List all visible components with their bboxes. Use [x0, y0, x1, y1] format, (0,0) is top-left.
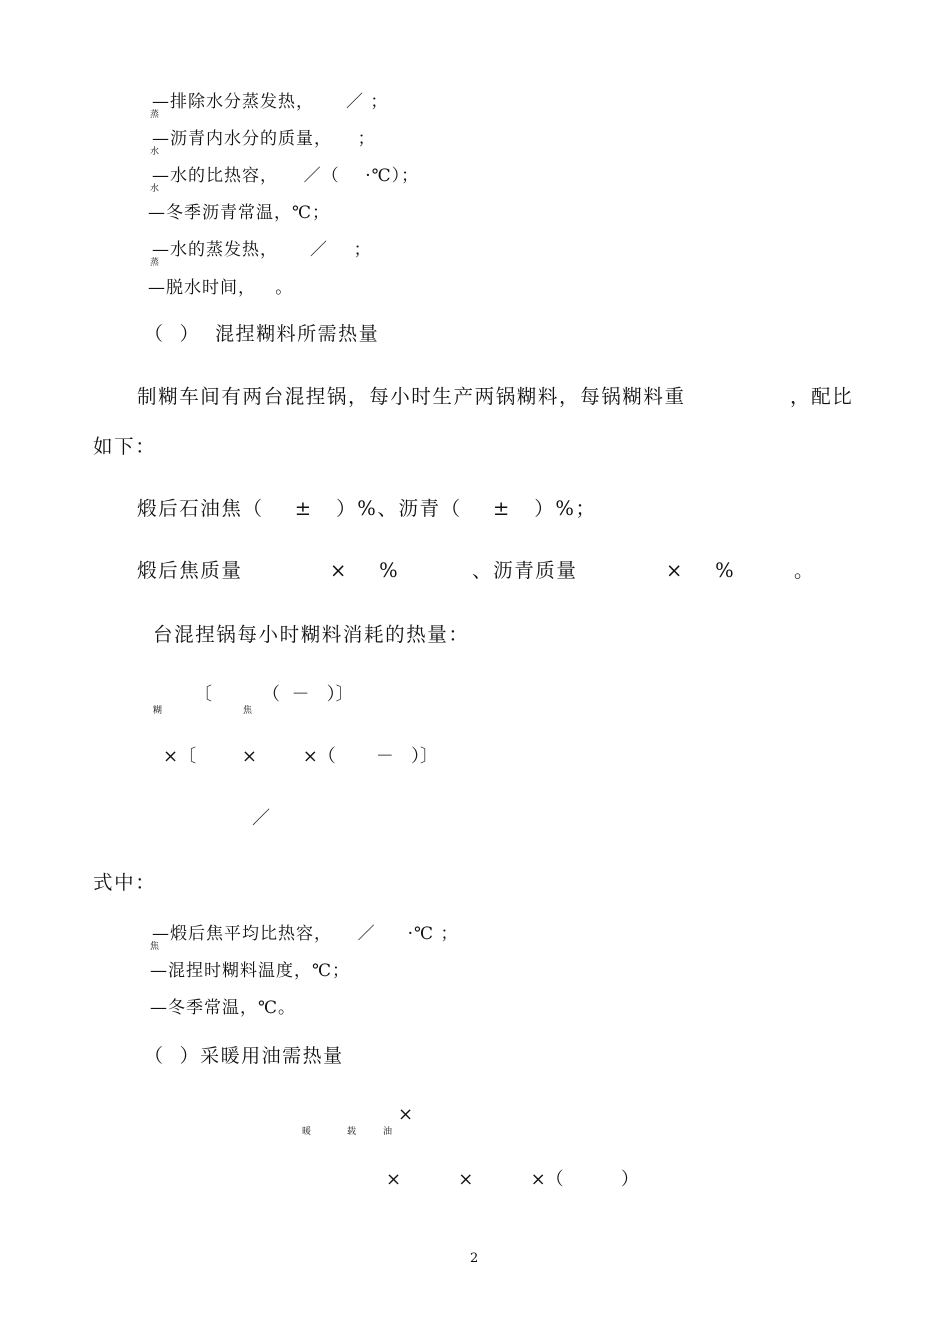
coke-mass-formula: × % — [330, 559, 400, 582]
subscript-zheng-2: 蒸 — [150, 258, 160, 268]
section-heading-heating-oil: （ ）采暖用油需热量 — [144, 1045, 344, 1067]
subscript-shui: 水 — [150, 147, 160, 157]
period-mark: 。 — [794, 559, 816, 582]
paragraph-workshop-ratio: ，配比 — [790, 385, 854, 408]
coke-mass-label: 煅后焦质量 — [137, 559, 243, 582]
equation-times-mark: × — [398, 1104, 414, 1125]
subscript-nuan: 暖 — [302, 1127, 312, 1137]
subscript-shui-2: 水 — [150, 184, 160, 194]
equation-term-2: ×〔 × ×（ － ）〕 — [163, 746, 439, 767]
pitch-mass-formula: × % — [666, 559, 736, 582]
section-heading-kneading: （ ） 混捏糊料所需热量 — [144, 323, 380, 345]
definition-water-specific-heat: —水的比热容， ／（ ·℃）； — [152, 166, 420, 186]
subscript-jiao-2: 焦 — [150, 942, 160, 952]
equation-bracket-open: 〔 — [194, 684, 212, 705]
definition-water-mass: —沥青内水分的质量， ； — [152, 129, 376, 149]
definition-dehydration-time: —脱水时间， 。 — [148, 278, 294, 298]
paragraph-heat-consumption: 台混捏锅每小时糊料消耗的热量： — [153, 623, 470, 646]
subscript-you: 油 — [383, 1127, 393, 1137]
subscript-hu: 糊 — [153, 706, 163, 716]
definition-coke-specific-heat: —煅后焦平均比热容， ／ ·℃ ； — [152, 924, 459, 944]
subscript-zai: 载 — [347, 1127, 357, 1137]
equation-unit-slash: ／ — [252, 808, 270, 829]
equation-term-4: × × ×（ ） — [386, 1169, 639, 1190]
subscript-jiao: 焦 — [243, 706, 253, 716]
definition-kneading-temp: —混捏时糊料温度，℃； — [150, 961, 351, 981]
equation-term-1: （ － ）〕 — [262, 684, 354, 705]
definition-evaporation-heat: —排除水分蒸发热， ／ ； — [152, 92, 389, 112]
definition-water-evap-heat: —水的蒸发热， ／ ； — [152, 240, 372, 260]
paragraph-as-follows: 如下： — [93, 435, 157, 458]
where-label: 式中： — [93, 871, 157, 894]
paragraph-workshop: 制糊车间有两台混捏锅，每小时生产两锅糊料，每锅糊料重 — [137, 385, 686, 408]
definition-winter-temp: —冬季沥青常温，℃； — [148, 203, 331, 223]
page-number: 2 — [470, 1251, 479, 1266]
definition-winter-room-temp: —冬季常温，℃。 — [150, 998, 297, 1018]
paragraph-ratio: 煅后石油焦（ ± ）%、沥青（ ± ）%； — [137, 497, 597, 520]
pitch-mass-label: 、沥青质量 — [472, 559, 578, 582]
subscript-zheng: 蒸 — [150, 110, 160, 120]
